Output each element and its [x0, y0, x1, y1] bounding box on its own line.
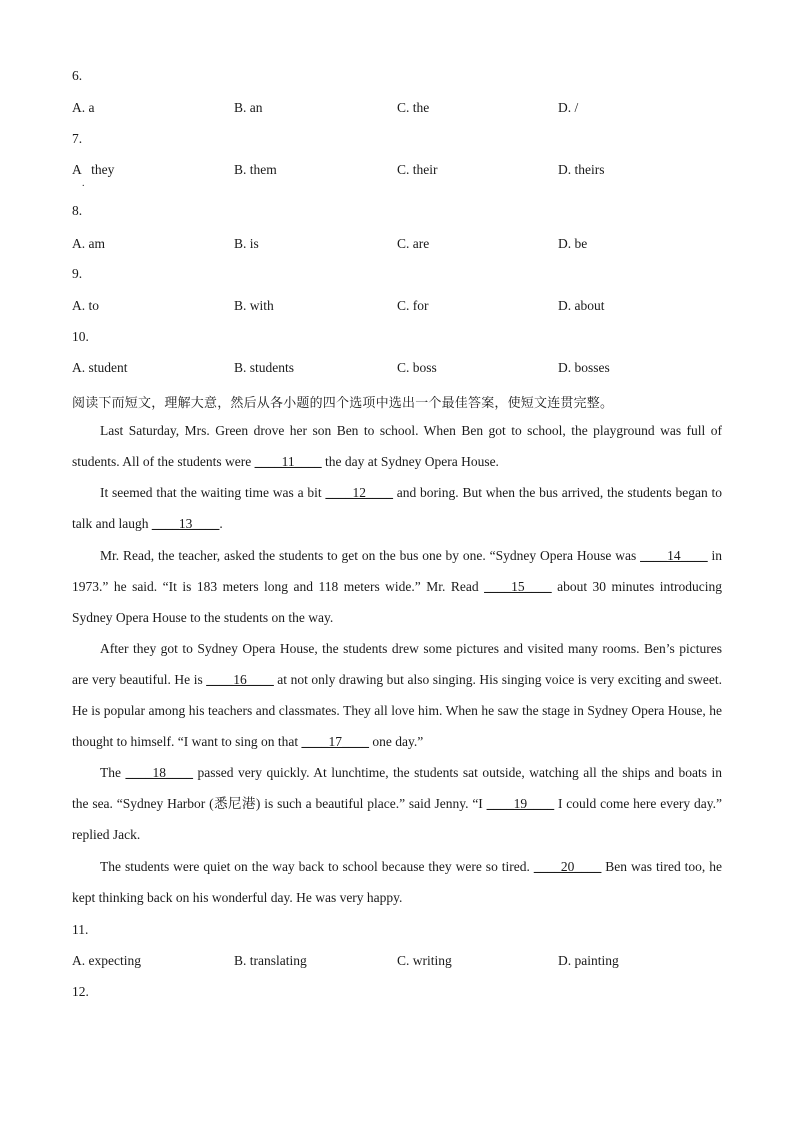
option-b: B. students [234, 360, 295, 375]
blank-15: ____15____ [484, 579, 552, 594]
passage-text: After they got to Sydney Opera House, the students drew some pictures and visited many rooms. Ben’s pictures are very beautiful. He is [72, 641, 722, 687]
option-b: B. with [234, 298, 274, 313]
option-c: C. writing [397, 953, 452, 968]
passage-text: one day.” [368, 734, 424, 749]
option-c: C. boss [397, 360, 437, 375]
blank-17: ____17____ [301, 734, 369, 749]
option-a: A. to [72, 298, 99, 313]
passage-text: The students were quiet on the way back to school because they were so tired. [100, 859, 534, 874]
blank-13: ____13____ [151, 516, 220, 531]
question-number: 8. [72, 203, 83, 218]
passage-paragraph-5 [72, 757, 722, 850]
option-c: C. for [397, 298, 429, 313]
passage-text: Ben was tired too, he kept thinking back on his wonderful day. He was very happy. [72, 859, 722, 905]
passage-text: passed very quickly. At lunchtime, the students sat outside, watching all the ships and boats in the sea. “Sydney Harbor (悉尼港) is such a beautiful place.” said Jenny. “I [72, 765, 722, 811]
blank-20: ____20____ [533, 859, 602, 874]
passage-paragraph-4 [72, 633, 722, 757]
passage-text: the day at Sydney Opera House. [321, 454, 499, 469]
passage-paragraph-1 [72, 415, 722, 477]
passage-text: Last Saturday, Mrs. Green drove her son Ben to school. When Ben got to school, the playground was full of students. All of the students were [72, 423, 722, 469]
option-a: A. a [72, 100, 95, 115]
passage-text: . [219, 516, 223, 531]
option-d: D. bosses [558, 360, 610, 375]
passage-text: I could come here every day.” replied Jack. [72, 796, 722, 842]
blank-16: ____16____ [206, 672, 274, 687]
blank-18: ____18____ [125, 765, 193, 780]
blank-19: ____19____ [486, 796, 555, 811]
option-d: D. painting [558, 953, 619, 968]
option-b: B. is [234, 236, 259, 251]
question-number: 10. [72, 329, 89, 344]
question-number: 11. [72, 922, 89, 937]
option-d: D. be [558, 236, 588, 251]
passage-paragraph-2 [72, 477, 722, 539]
passage-text: and boring. But when the bus arrived, the students began to talk and laugh [72, 485, 722, 531]
option-c: C. their [397, 162, 438, 177]
passage-text: Mr. Read, the teacher, asked the students to get on the bus one by one. “Sydney Opera House was [100, 548, 641, 563]
question-number: 7. [72, 131, 83, 146]
option-d: D. about [558, 298, 605, 313]
option-b: B. translating [234, 953, 307, 968]
option-d: D. / [558, 100, 579, 115]
passage-paragraph-6 [72, 851, 722, 913]
blank-12: ____12____ [325, 485, 393, 500]
option-a: A they [72, 162, 115, 177]
option-c: C. are [397, 236, 430, 251]
blank-14: ____14____ [640, 548, 708, 563]
stray-mark: . [82, 178, 85, 189]
passage-text: The [100, 765, 126, 780]
passage-text: at not only drawing but also singing. His singing voice is very exciting and sweet. He is popular among his teachers and classmates. They all love him. When he saw the stage in Sydney Opera House, he thought to himself. “I want to sing on that [72, 672, 723, 749]
passage-paragraph-3 [72, 540, 722, 633]
passage-text: in 1973.” he said. “It is 183 meters long and 118 meters wide.” Mr. Read [72, 548, 722, 594]
option-a: A. am [72, 236, 105, 251]
option-b: B. them [234, 162, 277, 177]
option-b: B. an [234, 100, 263, 115]
option-d: D. theirs [558, 162, 605, 177]
question-number: 12. [72, 984, 89, 999]
question-number: 9. [72, 266, 83, 281]
option-a: A. student [72, 360, 128, 375]
passage-text: about 30 minutes introducing Sydney Opera House to the students on the way. [72, 579, 722, 625]
blank-11: ____11____ [254, 454, 322, 469]
question-number: 6. [72, 68, 83, 83]
option-a: A. expecting [72, 953, 141, 968]
section-instruction: 阅读下而短文，理解大意，然后从各小题的四个选项中选出一个最佳答案，使短文连贯完整。 [72, 396, 614, 411]
option-c: C. the [397, 100, 430, 115]
passage-text: It seemed that the waiting time was a bit [100, 485, 326, 500]
